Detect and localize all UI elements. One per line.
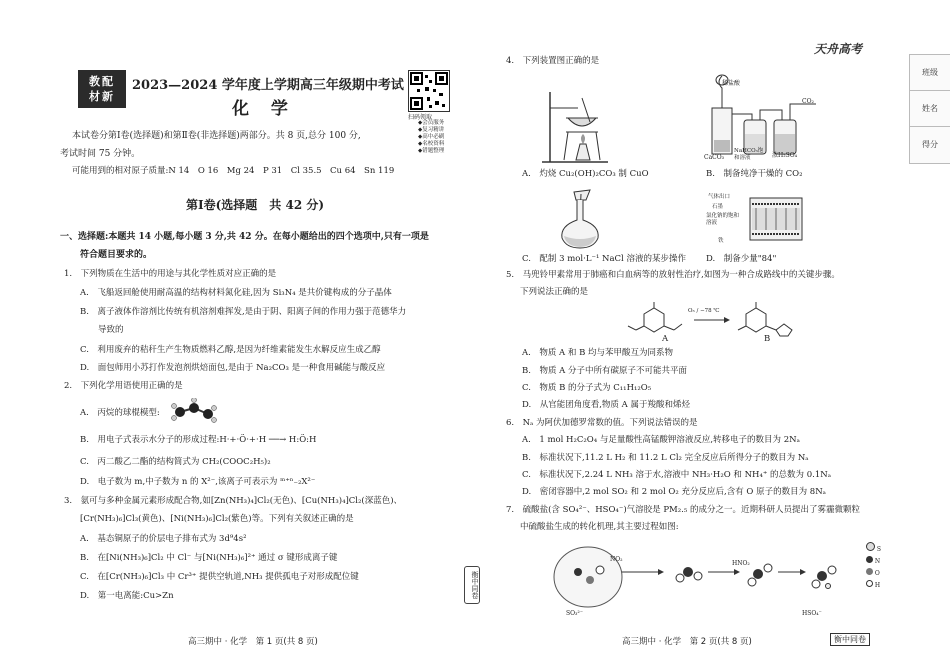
label-compound-a: A bbox=[662, 334, 669, 344]
section-title: 第Ⅰ卷(选择题 共 42 分) bbox=[186, 198, 325, 212]
q1-option-b: B. 离子液体作溶剂比传统有机溶剂难挥发,是由于阴、阳离子间的作用力强于范德华力 bbox=[80, 307, 407, 317]
label-nacl-solution: 氯化钠的饱和溶液 bbox=[706, 213, 740, 226]
q3-option-d: D. 第一电离能:Cu>Zn bbox=[80, 591, 174, 601]
q6-option-c: C. 标准状况下,2.24 L NH₃ 溶于水,溶液中 NH₃·H₂O 和 NH₄⁺ 的总数为 0.1Nₐ bbox=[522, 470, 831, 480]
mech-label-hno2: HNO₂ bbox=[732, 560, 750, 567]
section-instructions-1: 一、选择题:本题共 14 小题,每小题 3 分,共 42 分。在每小题给出的四个选项中,只有一项是 bbox=[60, 232, 429, 242]
q4-option-d: D. 制备少量"84" bbox=[706, 254, 777, 264]
question-3: 3. 氨可与多种金属元素形成配合物,如[Zn(NH₃)₄]Cl₂(无色)、[Cu(NH₃)₄]Cl₂(深蓝色)、 bbox=[64, 496, 403, 506]
question-3-cont: [Cr(NH₃)₆]Cl₃(黄色)、[Ni(NH₃)₆]Cl₂(紫色)等。下列有关叙述正确的是 bbox=[80, 514, 354, 524]
label-co2: CO₂ bbox=[802, 98, 814, 105]
question-1: 1. 下列物质在生活中的用途与其化学性质对应正确的是 bbox=[64, 269, 277, 279]
question-6: 6. Nₐ 为阿伏加德罗常数的值。下列说法错误的是 bbox=[506, 418, 698, 428]
label-nahco3: NaHCO₃饱和溶液 bbox=[734, 148, 764, 161]
q3-option-a: A. 基态铜原子的价层电子排布式为 3d⁹4s² bbox=[80, 534, 247, 544]
qr-code[interactable] bbox=[408, 70, 450, 112]
figure-4c-volumetric-flask bbox=[550, 186, 610, 252]
label-compound-b: B bbox=[764, 334, 771, 344]
q6-option-b: B. 标准状况下,11.2 L H₂ 和 11.2 L Cl₂ 完全反应后所得分子的数目为 Nₐ bbox=[522, 453, 809, 463]
figure-4a-crucible-heating bbox=[538, 88, 618, 166]
q5-option-b: B. 物质 A 分子中所有碳原子不可能共平面 bbox=[522, 366, 687, 376]
figure-7-mechanism bbox=[548, 532, 858, 622]
mech-label-so3: SO₃²⁻ bbox=[566, 610, 584, 617]
q3-option-b: B. 在[Ni(NH₃)₆]Cl₂ 中 Cl⁻ 与[Ni(NH₃)₆]²⁺ 通过 σ 键形成离子键 bbox=[80, 553, 338, 563]
q5-option-a: A. 物质 A 和 B 均与苯甲酸互为同系物 bbox=[522, 348, 674, 358]
propane-ball-stick-icon bbox=[170, 398, 220, 426]
question-5: 5. 马兜铃甲素常用于肺癌和白血病等的放射性治疗,如图为一种合成路线中的关键步骤。 bbox=[506, 270, 840, 280]
q2-option-b: B. 用电子式表示水分子的形成过程:H·+·Ö·+·H ──→ H:Ö:H bbox=[80, 435, 317, 445]
q4-option-a: A. 灼烧 Cu₂(OH)₂CO₃ 制 CuO bbox=[522, 169, 649, 179]
subject-title: 化 学 bbox=[232, 99, 296, 119]
intro-line-1: 本试卷分第Ⅰ卷(选择题)和第Ⅱ卷(非选择题)两部分。共 8 页,总分 100 分, bbox=[72, 131, 361, 141]
label-iron: 铁 bbox=[718, 238, 724, 244]
label-dilute-hcl: 稀盐酸 bbox=[722, 80, 741, 87]
q2-option-c: C. 丙二酸乙二酯的结构简式为 CH₂(COOC₂H₅)₂ bbox=[80, 457, 271, 467]
exam-title: 2023—2024 学年度上学期高三年级期中考试 bbox=[132, 78, 404, 93]
q4-option-b: B. 制备纯净干燥的 CO₂ bbox=[706, 169, 803, 179]
right-page bbox=[478, 0, 950, 655]
q1-option-d: D. 面包师用小苏打作发泡剂烘焙面包,是由于 Na₂CO₃ 是一种食用碱能与酸反应 bbox=[80, 363, 386, 373]
side-tab-class[interactable]: 班级 bbox=[909, 54, 950, 92]
q4-option-c: C. 配制 3 mol·L⁻¹ NaCl 溶液的某步操作 bbox=[522, 254, 686, 264]
q1-option-c: C. 利用废弃的秸秆生产生物质燃料乙醇,是因为纤维素能发生水解反应生成乙醇 bbox=[80, 345, 381, 355]
intro-line-2: 考试时间 75 分钟。 bbox=[60, 149, 141, 159]
label-caco3: CaCO₃ bbox=[704, 154, 725, 161]
side-tab-score[interactable]: 得分 bbox=[909, 126, 950, 164]
mechanism-legend: S N O H bbox=[866, 542, 881, 592]
q2-option-d: D. 电子数为 m,中子数为 n 的 X²⁻,该离子可表示为 ᵐ⁺ⁿ₋₂X²⁻ bbox=[80, 477, 316, 487]
question-7-cont: 中硫酸盐生成的转化机理,其主要过程如图: bbox=[520, 522, 679, 532]
stamp-badge: 衡中同卷 bbox=[464, 566, 480, 604]
question-7: 7. 硫酸盐(含 SO₄²⁻、HSO₄⁻)气溶胶是 PM₂.₅ 的成分之一。近期科研人员提出了雾霾微颗粒 bbox=[506, 505, 860, 515]
publisher-logo: 教配 材新 bbox=[78, 70, 126, 108]
q1-option-b-cont: 导致的 bbox=[98, 325, 124, 335]
q6-option-d: D. 密闭容器中,2 mol SO₂ 和 2 mol O₂ 充分反应后,含有 O 原子的数目为 8Nₐ bbox=[522, 487, 826, 497]
reaction-condition: O₃ / −78 ℃ bbox=[688, 308, 720, 314]
q3-option-c: C. 在[Cr(NH₃)₆]Cl₃ 中 Cr³⁺ 提供空轨道,NH₃ 提供孤电子对形成配位键 bbox=[80, 572, 359, 582]
mech-label-hso4: HSO₄⁻ bbox=[802, 610, 822, 617]
qr-notes: ◆会员服务 ◆复习精讲 ◆高中必刷 ◆名校资料 ◆错题整理 bbox=[418, 120, 445, 154]
stamp-badge-2: 衡中同卷 bbox=[830, 633, 870, 646]
question-4: 4. 下列装置图正确的是 bbox=[506, 56, 600, 66]
side-tab-name[interactable]: 姓名 bbox=[909, 90, 950, 128]
label-graphite: 石墨 bbox=[712, 204, 724, 210]
atomic-masses: 可能用到的相对原子质量:N 14 O 16 Mg 24 P 31 Cl 35.5 Cu 64 Sn 119 bbox=[72, 166, 395, 176]
page-footer-2: 高三期中 · 化学 第 2 页(共 8 页) bbox=[622, 637, 752, 647]
q2-option-a: A. 丙烷的球棍模型: bbox=[80, 408, 160, 418]
section-instructions-2: 符合题目要求的。 bbox=[80, 250, 153, 260]
label-gas-outlet: 气体出口 bbox=[708, 194, 731, 200]
q5-option-d: D. 从官能团角度看,物质 A 属于羧酸和烯烃 bbox=[522, 400, 690, 410]
page-footer-1: 高三期中 · 化学 第 1 页(共 8 页) bbox=[188, 637, 318, 647]
label-h2so4: 浓H₂SO₄ bbox=[772, 152, 798, 159]
q1-option-a: A. 飞船返回舱使用耐高温的结构材料氮化硅,因为 Si₃N₄ 是共价键构成的分子晶体 bbox=[80, 288, 392, 298]
question-2: 2. 下列化学用语使用正确的是 bbox=[64, 381, 183, 391]
figure-4b-co2-apparatus bbox=[700, 70, 820, 160]
mech-label-no2: NO₂ bbox=[610, 556, 623, 563]
qr-caption: 扫码领取 bbox=[408, 114, 433, 121]
figure-4d-electrolysis-cell bbox=[746, 192, 806, 246]
question-5-cont: 下列说法正确的是 bbox=[520, 287, 589, 297]
figure-5-reaction-scheme bbox=[624, 300, 804, 340]
q5-option-c: C. 物质 B 的分子式为 C₁₁H₁₂O₅ bbox=[522, 383, 652, 393]
q6-option-a: A. 1 mol H₂C₂O₄ 与足量酸性高锰酸钾溶液反应,转移电子的数目为 2Nₐ bbox=[522, 435, 800, 445]
brand-logo: 天舟高考 bbox=[814, 42, 863, 56]
